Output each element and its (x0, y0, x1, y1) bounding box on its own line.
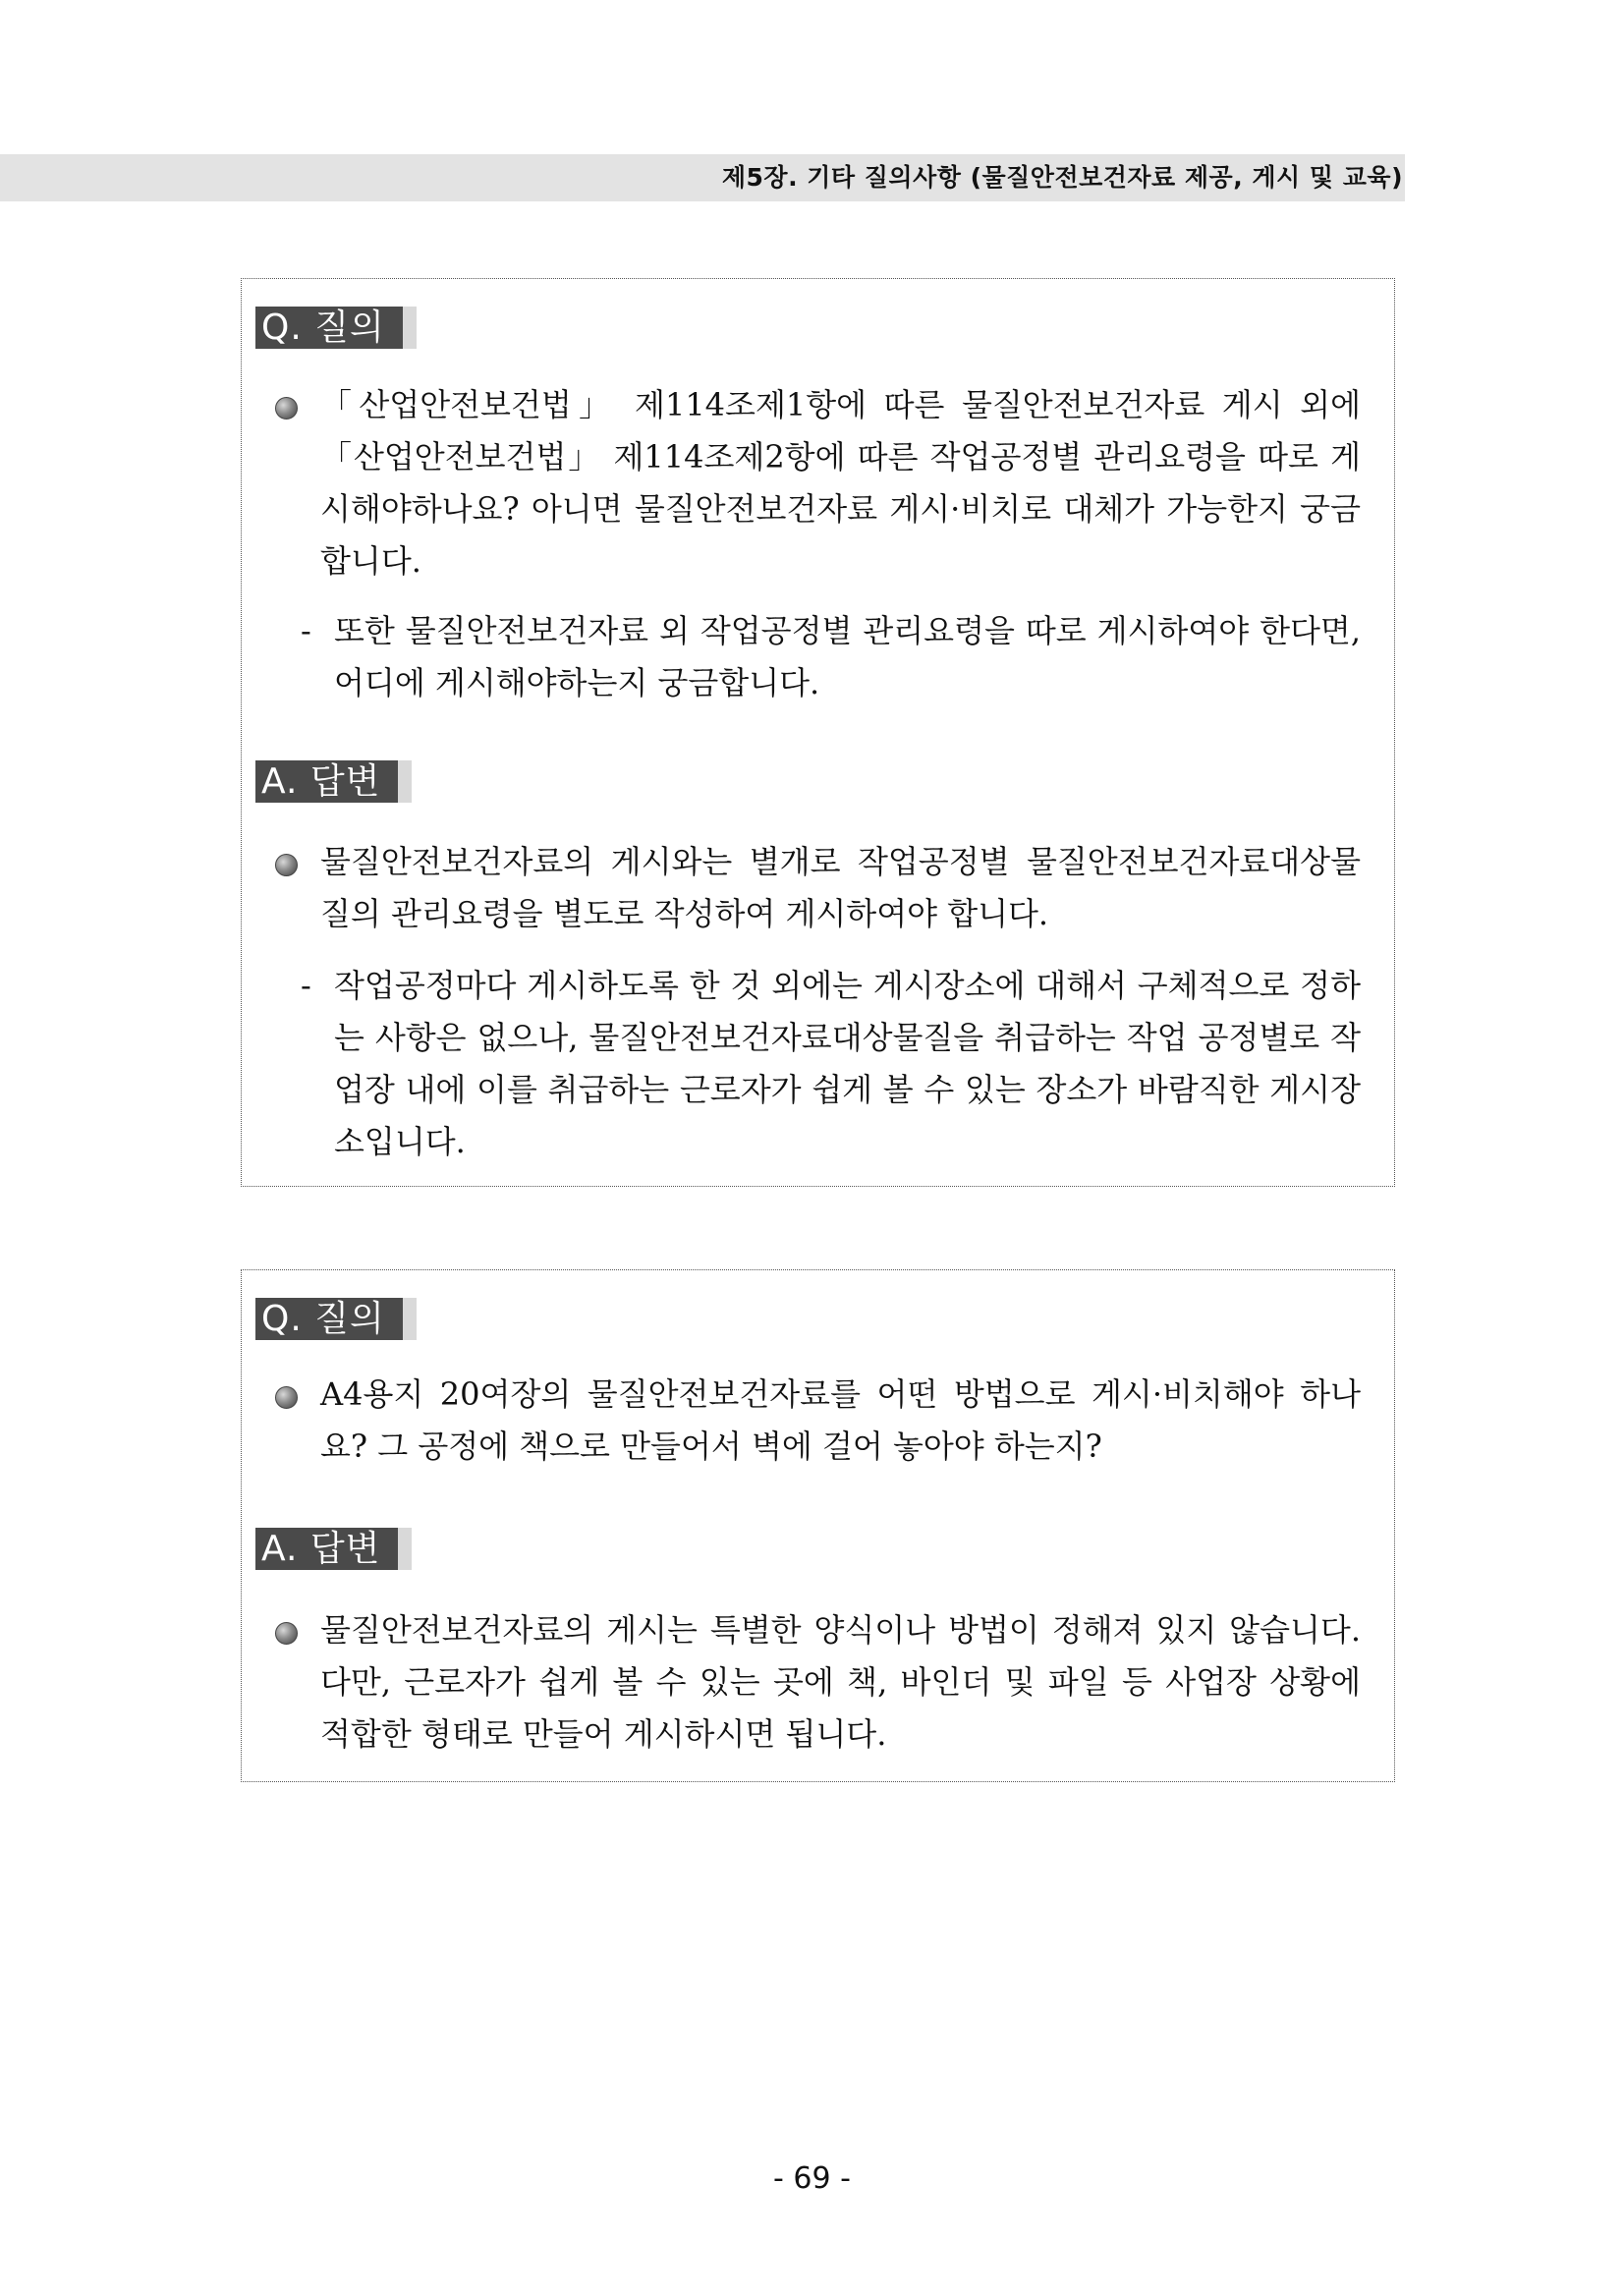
bullet-icon (275, 397, 298, 420)
answer-text: 물질안전보건자료의 게시와는 별개로 작업공정별 물질안전보건자료대상물질의 관리요령을 별도로 작성하여 게시하여야 합니다. (320, 843, 1361, 932)
dash-icon: - (301, 612, 311, 649)
answer-text: 물질안전보건자료의 게시는 특별한 양식이나 방법이 정해져 있지 않습니다. 다만, 근로자가 쉽게 볼 수 있는 곳에 책, 바인더 및 파일 등 사업장 상황에 적합한 형태로 만들어 게시하시면 됩니다. (320, 1611, 1361, 1753)
answer-subtext: 작업공정마다 게시하도록 한 것 외에는 게시장소에 대해서 구체적으로 정하는 사항은 없으나, 물질안전보건자료대상물질을 취급하는 작업 공정별로 작업장 내에 이를 취급하는 근로자가 쉽게 볼 수 있는 장소가 바람직한 게시장소입니다. (334, 967, 1361, 1160)
dash-icon: - (301, 967, 311, 1004)
qa-box-2 (241, 1269, 1395, 1782)
question-subtext: 또한 물질안전보건자료 외 작업공정별 관리요령을 따로 게시하여야 한다면, 어디에 게시해야하는지 궁금합니다. (334, 612, 1361, 701)
answer-label: A. 답변 (255, 1528, 398, 1570)
answer-subitem (301, 960, 1361, 1168)
bullet-icon (275, 854, 298, 876)
bullet-icon (275, 1622, 298, 1645)
answer-item (275, 836, 1361, 940)
qa-box-1 (241, 278, 1395, 1187)
question-item (275, 379, 1361, 588)
question-text: A4용지 20여장의 물질안전보건자료를 어떤 방법으로 게시·비치해야 하나요? 그 공정에 책으로 만들어서 벽에 걸어 놓아야 하는지? (320, 1375, 1361, 1465)
question-label: Q. 질의 (255, 1298, 403, 1340)
question-item (275, 1369, 1361, 1473)
page-number: - 69 - (773, 2161, 851, 2196)
bullet-icon (275, 1386, 298, 1409)
answer-label: A. 답변 (255, 760, 398, 803)
chapter-title: 제5장. 기타 질의사항 (물질안전보건자료 제공, 게시 및 교육) (721, 163, 1403, 192)
question-subitem (301, 605, 1361, 709)
question-label: Q. 질의 (255, 307, 403, 349)
question-text: 「산업안전보건법」 제114조제1항에 따른 물질안전보건자료 게시 외에 「산업안전보건법」 제114조제2항에 따른 작업공정별 관리요령을 따로 게시해야하나요? 아니면 물질안전보건자료 게시·비치로 대체가 가능한지 궁금합니다. (320, 386, 1361, 580)
answer-item (275, 1604, 1361, 1761)
